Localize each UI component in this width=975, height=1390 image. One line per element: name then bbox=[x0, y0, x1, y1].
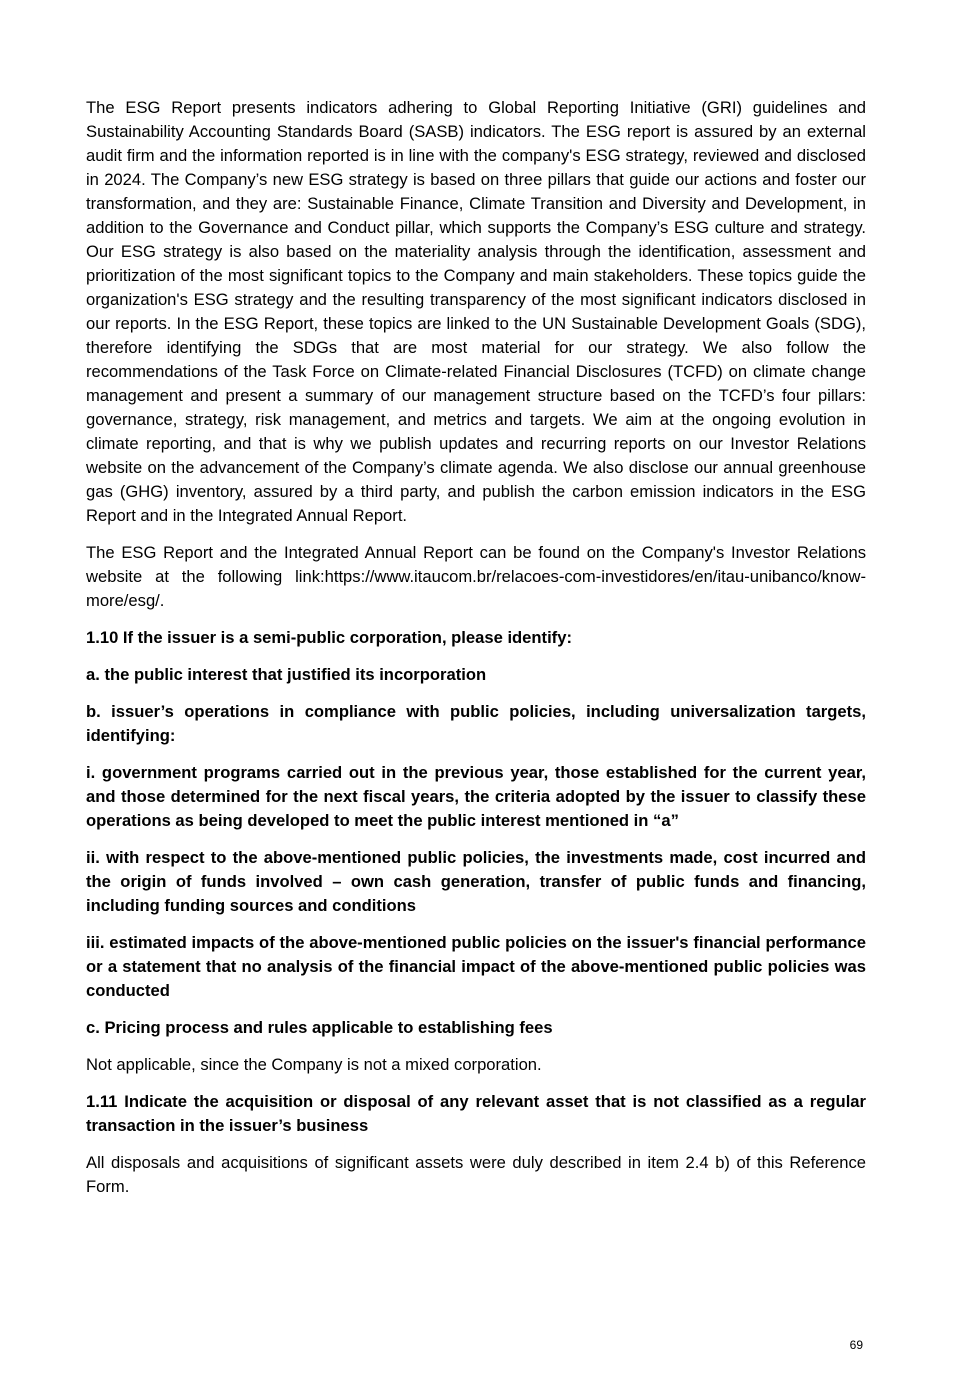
subheading-b-iii: iii. estimated impacts of the above-mentioned public policies on the issuer's financial performance or a statement that no analysis of the financial impact of the above-mentioned public policies was conducted bbox=[86, 933, 866, 1000]
paragraph-not-applicable: Not applicable, since the Company is not a mixed corporation. bbox=[86, 1055, 542, 1074]
heading-1-11: 1.11 Indicate the acquisition or disposal of any relevant asset that is not classified as a regular transaction in the issuer’s business bbox=[86, 1092, 866, 1135]
subheading-b: b. issuer’s operations in compliance with public policies, including universalization targets, identifying: bbox=[86, 702, 866, 745]
page-number: 69 bbox=[849, 1338, 863, 1352]
subheading-b-ii: ii. with respect to the above-mentioned public policies, the investments made, cost incurred and the origin of funds involved – own cash generation, transfer of public funds and financing, including funding sources and conditions bbox=[86, 848, 866, 915]
subheading-a: a. the public interest that justified its incorporation bbox=[86, 665, 487, 684]
subheading-c: c. Pricing process and rules applicable to establishing fees bbox=[86, 1018, 553, 1037]
document-page bbox=[86, 96, 866, 1212]
paragraph-disposals-acquisitions: All disposals and acquisitions of significant assets were duly described in item 2.4 b) of this Reference Form. bbox=[86, 1153, 866, 1196]
subheading-b-i: i. government programs carried out in the previous year, those established for the current year, and those determined for the next fiscal years, the criteria adopted by the issuer to classify these operations as being developed to meet the public interest mentioned in “a” bbox=[86, 763, 866, 830]
paragraph-esg-report-link: The ESG Report and the Integrated Annual Report can be found on the Company's Investor Relations website at the following link:https://www.itaucom.br/relacoes-com-investidores/en/itau-unibanco/know-more/esg/. bbox=[86, 543, 866, 610]
paragraph-esg-report-overview: The ESG Report presents indicators adhering to Global Reporting Initiative (GRI) guidelines and Sustainability Accounting Standards Board (SASB) indicators. The ESG report is assured by an external audit firm and the information reported is in line with the company's ESG strategy, reviewed and disclosed in 2024. The Company’s new ESG strategy is based on three pillars that guide our actions and foster our transformation, and they are: Sustainable Finance, Climate Transition and Diversity and Development, in addition to the Governance and Conduct pillar, which supports the Company’s ESG culture and strategy. Our ESG strategy is also based on the materiality analysis through the identification, assessment and prioritization of the most significant topics to the Company and main stakeholders. These topics guide the organization's ESG strategy and the resulting transparency of the most significant indicators disclosed in our reports. In the ESG Report, these topics are linked to the UN Sustainable Development Goals (SDG), therefore identifying the SDGs that are most material for our strategy. We also follow the recommendations of the Task Force on Climate-related Financial Disclosures (TCFD) on climate change management and present a summary of our management structure based on the TCFD’s four pillars: governance, strategy, risk management, and metrics and targets. We aim at the ongoing evolution in climate reporting, and that is why we publish updates and recurring reports on our Investor Relations website on the advancement of the Company’s climate agenda. We also disclose our annual greenhouse gas (GHG) inventory, assured by a third party, and publish the carbon emission indicators in the ESG Report and in the Integrated Annual Report. bbox=[86, 98, 866, 525]
heading-1-10: 1.10 If the issuer is a semi-public corporation, please identify: bbox=[86, 628, 572, 647]
